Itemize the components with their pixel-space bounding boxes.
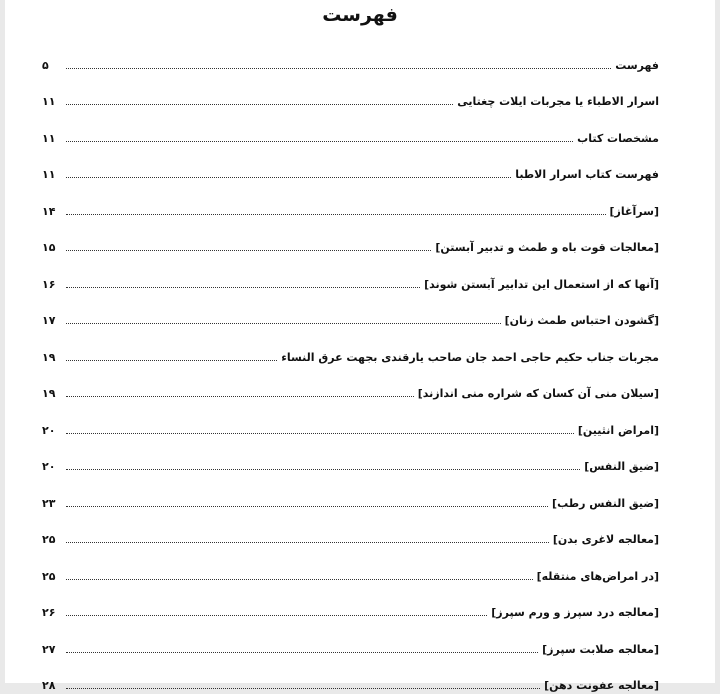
toc-entry-label: [معالجات قوت باه و طمث و تدبیر آبستن] — [435, 241, 659, 256]
toc-entry-page-number: ۲۳ — [42, 497, 62, 512]
toc-entry-label: فهرست کتاب اسرار الاطبا — [515, 168, 659, 183]
toc-entry[interactable] — [42, 585, 659, 622]
toc-entry-label: فهرست — [615, 59, 659, 74]
toc-entry-page-number: ۱۵ — [42, 241, 62, 256]
toc-entry-label: مجربات جناب حکیم حاجی احمد جان صاحب یارقندی بجهت عرق النساء — [281, 351, 659, 366]
toc-entry-page-number: ۱۱ — [42, 95, 62, 110]
toc-entry-label: [معالجه درد سپرز و ورم سپرز] — [491, 606, 659, 621]
toc-entry[interactable] — [42, 293, 659, 330]
toc-entry[interactable] — [42, 183, 659, 220]
toc-entry-label: [ضیق النفس رطب] — [552, 497, 659, 512]
toc-entry[interactable] — [42, 366, 659, 403]
toc-entry-label: [امراض انثیین] — [578, 424, 659, 439]
toc-entry-page-number: ۱۷ — [42, 314, 62, 329]
toc-entry-label: [معالجه عفونت دهن] — [544, 679, 659, 694]
toc-entry[interactable] — [42, 402, 659, 439]
toc-entry-label: اسرار الاطباء یا مجربات ایلات چغتایی — [457, 95, 659, 110]
toc-entry[interactable] — [42, 548, 659, 585]
toc-entry[interactable] — [42, 220, 659, 257]
dot-leader — [66, 360, 277, 361]
toc-entry-label: [گشودن احتباس طمث زنان] — [505, 314, 659, 329]
dot-leader — [66, 323, 501, 324]
toc-entry-label: [در امراض‌های منتقله] — [537, 570, 659, 585]
dot-leader — [66, 396, 414, 397]
dot-leader — [66, 68, 611, 69]
table-of-contents — [42, 37, 659, 694]
toc-entry-page-number: ۱۹ — [42, 351, 62, 366]
toc-entry-label: [معالجه صلابت سپرز] — [542, 643, 659, 658]
dot-leader — [66, 177, 511, 178]
toc-entry[interactable] — [42, 110, 659, 147]
page-title: فهرست — [5, 4, 715, 26]
dot-leader — [66, 688, 540, 689]
toc-entry-page-number: ۲۰ — [42, 460, 62, 475]
toc-entry-label: [سیلان منی آن کسان که شراره منی اندازند] — [418, 387, 659, 402]
toc-entry[interactable] — [42, 512, 659, 549]
toc-entry-label: [ضیق النفس] — [584, 460, 659, 475]
toc-entry[interactable] — [42, 37, 659, 74]
toc-entry[interactable] — [42, 147, 659, 184]
toc-entry-page-number: ۱۱ — [42, 132, 62, 147]
toc-entry-page-number: ۵ — [42, 59, 62, 74]
document-page — [5, 0, 715, 683]
dot-leader — [66, 104, 453, 105]
toc-entry-label: [آنها که از استعمال این تدابیر آبستن شوند] — [424, 278, 659, 293]
dot-leader — [66, 652, 538, 653]
dot-leader — [66, 506, 548, 507]
dot-leader — [66, 141, 573, 142]
toc-entry-page-number: ۱۴ — [42, 205, 62, 220]
toc-entry[interactable] — [42, 74, 659, 111]
toc-entry-page-number: ۱۹ — [42, 387, 62, 402]
toc-entry[interactable] — [42, 475, 659, 512]
toc-entry-label: مشخصات کتاب — [577, 132, 659, 147]
toc-entry-page-number: ۱۱ — [42, 168, 62, 183]
toc-entry[interactable] — [42, 256, 659, 293]
toc-entry[interactable] — [42, 329, 659, 366]
toc-entry-page-number: ۱۶ — [42, 278, 62, 293]
dot-leader — [66, 579, 533, 580]
toc-entry-page-number: ۲۸ — [42, 679, 62, 694]
toc-entry[interactable] — [42, 439, 659, 476]
toc-entry-page-number: ۲۰ — [42, 424, 62, 439]
dot-leader — [66, 615, 487, 616]
toc-entry[interactable] — [42, 658, 659, 694]
dot-leader — [66, 250, 431, 251]
dot-leader — [66, 542, 549, 543]
toc-entry-label: [سرآغاز] — [610, 205, 659, 220]
dot-leader — [66, 214, 606, 215]
toc-entry[interactable] — [42, 621, 659, 658]
toc-entry-page-number: ۲۶ — [42, 606, 62, 621]
dot-leader — [66, 287, 420, 288]
toc-entry-label: [معالجه لاغری بدن] — [553, 533, 659, 548]
dot-leader — [66, 469, 580, 470]
toc-entry-page-number: ۲۵ — [42, 570, 62, 585]
dot-leader — [66, 433, 574, 434]
toc-entry-page-number: ۲۷ — [42, 643, 62, 658]
toc-entry-page-number: ۲۵ — [42, 533, 62, 548]
